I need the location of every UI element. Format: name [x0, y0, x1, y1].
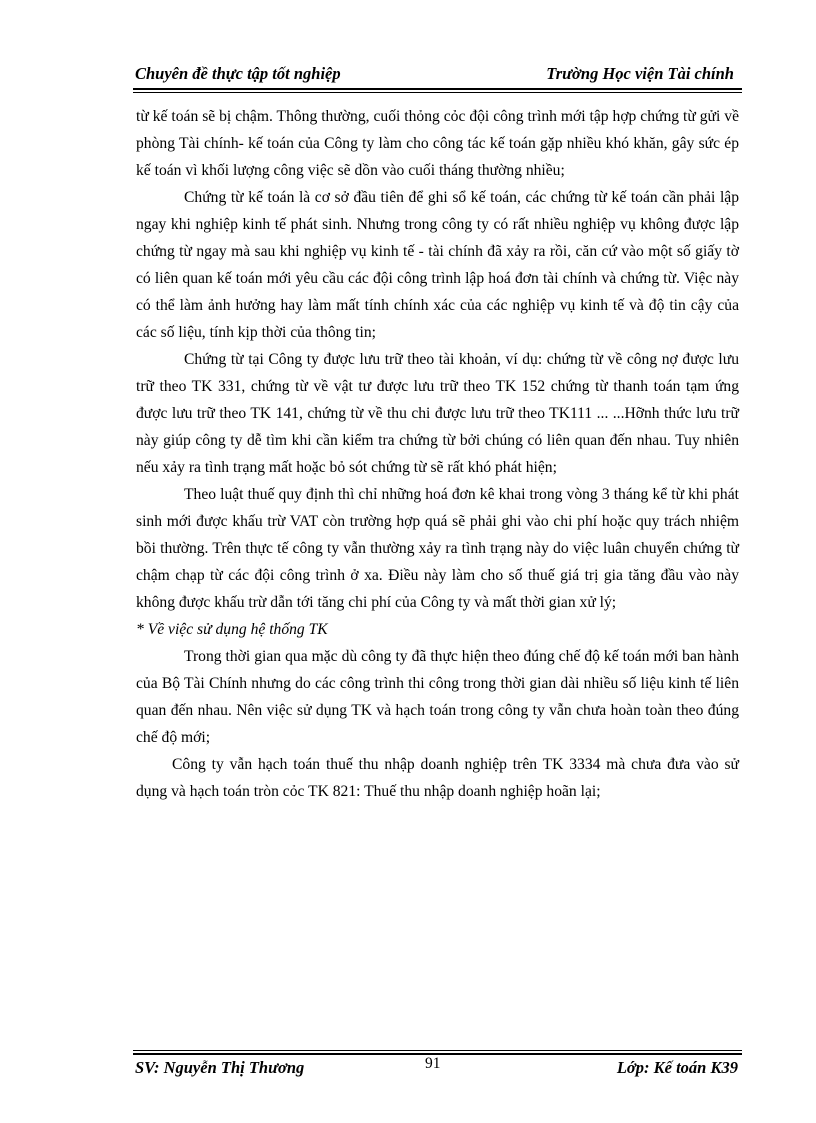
page-number: 91 [425, 1055, 441, 1072]
page-header [133, 64, 742, 90]
header-rule-thin [133, 92, 742, 93]
paragraph: Trong thời gian qua mặc dù công ty đã thực hiện theo đúng chế độ kế toán mới ban hành của Bộ Tài Chính nhưng do các công trình thi công trong thời gian dài nhiều số liệu kinh tế liên quan đến nhau. Nên việc sử dụng TK và hạch toán trong công ty vẫn chưa hoàn toàn theo đúng chế độ mới; [136, 648, 739, 746]
header-title-left: Chuyên đề thực tập tốt nghiệp [135, 64, 341, 83]
paragraph: Theo luật thuế quy định thì chỉ những hoá đơn kê khai trong vòng 3 tháng kể từ khi phát sinh mới được khấu trừ VAT còn trường hợp quá sẽ phải ghi vào chi phí hoặc quy trách nhiệm bồi thường. Trên thực tế công ty vẫn thường xảy ra tình trạng này do việc luân chuyển chứng từ chậm chạp từ các đội công trình ở xa. Điều này làm cho số thuế giá trị gia tăng đầu vào này không được khấu trừ dẫn tới tăng chi phí của Công ty và mất thời gian xử lý; [136, 486, 739, 611]
paragraph: Công ty vẫn hạch toán thuế thu nhập doanh nghiệp trên TK 3334 mà chưa đưa vào sử dụng và hạch toán tròn cỏc TK 821: Thuế thu nhập doanh nghiệp hoãn lại; [136, 756, 739, 800]
header-rule [133, 88, 742, 90]
paragraph: Chứng từ kế toán là cơ sở đầu tiên để ghi sổ kế toán, các chứng từ kế toán cần phải lập ngay khi nghiệp kinh tế phát sinh. Nhưng trong công ty có rất nhiều nghiệp vụ không được lập chứng từ ngay mà sau khi nghiệp vụ kinh tế - tài chính đã xảy ra rồi, căn cứ vào một số giấy tờ có liên quan kế toán mới yêu cầu các đội công trình lập hoá đơn tài chính và chứng từ. Việc này có thể làm ảnh hưởng hay làm mất tính chính xác của các nghiệp vụ kinh tế và độ tin cậy của các số liệu, tính kịp thời của thông tin; [136, 189, 739, 341]
footer-class: Lớp: Kế toán K39 [616, 1058, 738, 1077]
paragraph-continuation: từ kế toán sẽ bị chậm. Thông thường, cuối thỏng cỏc đội công trình mới tập hợp chứng từ gửi về phòng Tài chính- kế toán của Công ty làm cho công tác kế toán gặp nhiều khó khăn, gây sức ép kế toán vì khối lượng công việc sẽ dồn vào cuối tháng thường nhiều; [136, 108, 739, 179]
footer-student: SV: Nguyễn Thị Thương [135, 1058, 305, 1077]
section-heading: * Về việc sử dụng hệ thống TK [136, 621, 328, 638]
document-body [136, 103, 739, 805]
paragraph: Chứng từ tại Công ty được lưu trữ theo tài khoản, ví dụ: chứng từ về công nợ được lưu trữ theo TK 331, chứng từ về vật tư được lưu trữ theo TK 152 chứng từ thanh toán tạm ứng được lưu trữ theo TK 141, chứng từ về thu chi được lưu trữ theo TK111 ... ...Hỡnh thức lưu trữ này giúp công ty dễ tìm khi cần kiểm tra chứng từ bởi chúng có liên quan đến nhau. Tuy nhiên nếu xảy ra tình trạng mất hoặc bỏ sót chứng từ sẽ rất khó phát hiện; [136, 351, 739, 476]
footer-rule-thin [133, 1050, 742, 1051]
page-footer [133, 1050, 742, 1080]
header-title-right: Trường Học viện Tài chính [546, 64, 734, 83]
